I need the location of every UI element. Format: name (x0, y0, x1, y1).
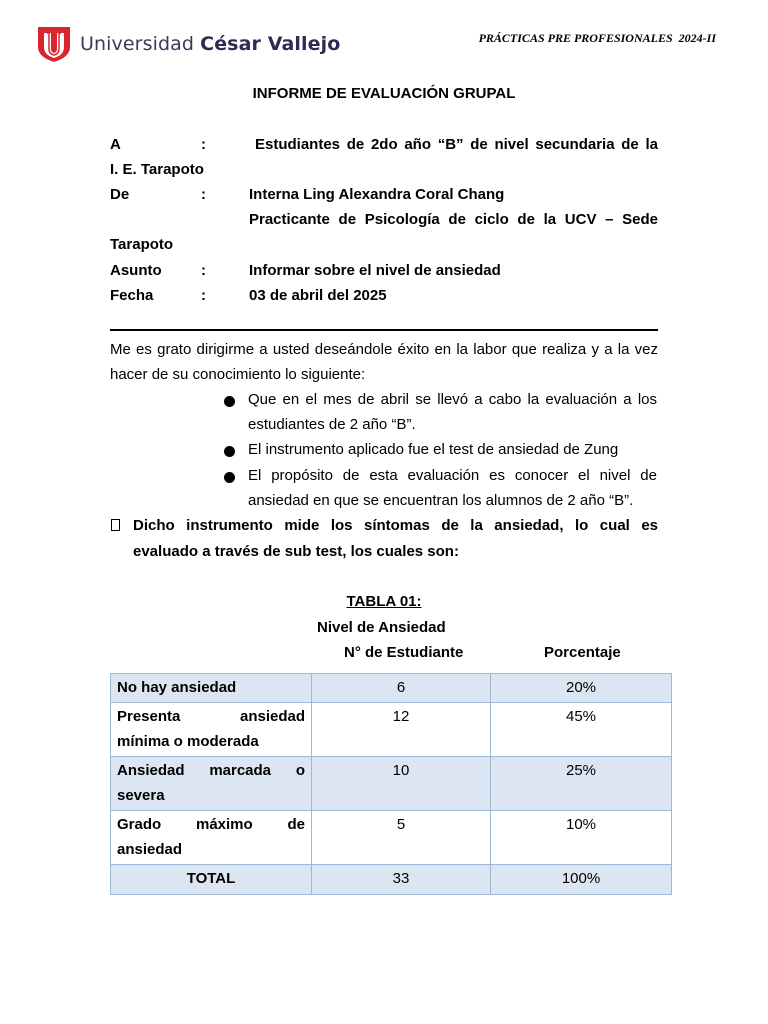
row-count: 6 (312, 674, 491, 703)
table-row (111, 811, 672, 865)
bullet-2-line-1: El instrumento aplicado fue el test de ansiedad de Zung (248, 441, 619, 458)
memo-a-colon: : (201, 136, 206, 153)
shield-logo-icon (36, 25, 72, 63)
memo-fecha-colon: : (201, 287, 206, 304)
memo-a-label: A (110, 136, 121, 153)
table-row (111, 674, 672, 703)
memo-a-value-line1: Estudiantes de 2do año “B” de nivel secundaria de la (255, 136, 658, 153)
memo-a-value-line2: I. E. Tarapoto (110, 161, 204, 178)
row-count: 10 (312, 757, 491, 811)
memo-de-label: De (110, 186, 130, 203)
separator-line (110, 329, 658, 331)
memo-de-colon: : (201, 186, 206, 203)
bullet-icon (224, 396, 235, 407)
bullet-1-line-2: estudiantes de 2 año “B”. (248, 416, 416, 433)
table-col3-header: Porcentaje (544, 644, 621, 661)
checkbox-bullet-icon (111, 519, 120, 531)
logo-text: Universidad César Vallejo (80, 33, 341, 55)
row-percent: 45% (491, 703, 672, 757)
memo-fecha-label: Fecha (110, 287, 154, 304)
row-percent: 25% (491, 757, 672, 811)
anxiety-table (110, 673, 672, 895)
table-caption: TABLA 01: (346, 593, 422, 610)
row-label: Presenta ansiedad mínima o moderada (111, 703, 312, 757)
memo-de-value-line2: Practicante de Psicología de ciclo de la UCV – Sede (249, 211, 658, 228)
row-label: Ansiedad marcada o severa (111, 757, 312, 811)
bullet-3-line-2: ansiedad en que se encuentran los alumnos de 2 año “B”. (248, 492, 634, 509)
memo-de-value-line3: Tarapoto (110, 236, 174, 253)
total-percent: 100% (491, 865, 672, 895)
intro-line-2: hacer de su conocimiento lo siguiente: (110, 366, 366, 383)
table-row (111, 757, 672, 811)
note-line-2: evaluado a través de sub test, los cuales son: (133, 543, 459, 560)
row-count: 12 (312, 703, 491, 757)
note-line-1: Dicho instrumento mide los síntomas de la ansiedad, lo cual es (133, 517, 658, 534)
row-count: 5 (312, 811, 491, 865)
table-subtitle: Nivel de Ansiedad (317, 619, 446, 636)
memo-asunto-label: Asunto (110, 262, 162, 279)
row-percent: 10% (491, 811, 672, 865)
table-row (111, 703, 672, 757)
row-percent: 20% (491, 674, 672, 703)
row-label: No hay ansiedad (111, 674, 312, 703)
total-label: TOTAL (111, 865, 312, 895)
bullet-icon (224, 446, 235, 457)
table-total-row (111, 865, 672, 895)
memo-asunto-colon: : (201, 262, 206, 279)
memo-fecha-value: 03 de abril del 2025 (249, 287, 387, 304)
table-col2-header: N° de Estudiante (344, 644, 464, 661)
row-label: Grado máximo de ansiedad (111, 811, 312, 865)
memo-asunto-value: Informar sobre el nivel de ansiedad (249, 262, 501, 279)
total-count: 33 (312, 865, 491, 895)
memo-de-value-line1: Interna Ling Alexandra Coral Chang (249, 186, 505, 203)
intro-line-1: Me es grato dirigirme a usted deseándole éxito en la labor que realiza y a la vez (110, 341, 658, 358)
bullet-icon (224, 472, 235, 483)
header-practicas-label: PRÁCTICAS PRE PROFESIONALES 2024-II (478, 31, 716, 45)
bullet-1-line-1: Que en el mes de abril se llevó a cabo la evaluación a los (248, 391, 657, 408)
bullet-3-line-1: El propósito de esta evaluación es conocer el nivel de (248, 467, 657, 484)
document-title: INFORME DE EVALUACIÓN GRUPAL (252, 85, 516, 102)
university-logo (36, 24, 340, 64)
